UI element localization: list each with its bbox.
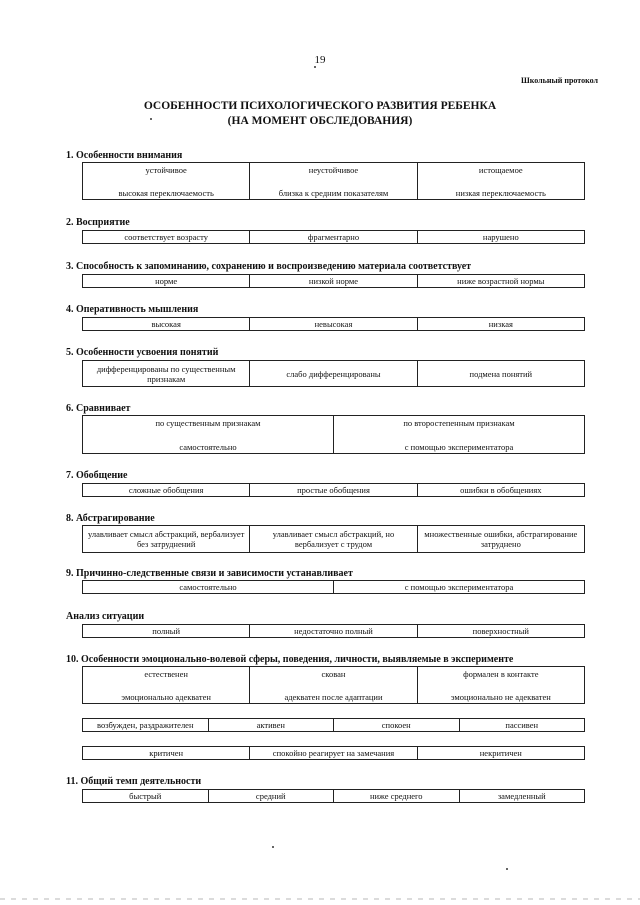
concepts-option[interactable]: дифференцированы по существенным признакам	[96, 363, 236, 384]
emotional-option: эмоционально не адекватен	[450, 692, 551, 702]
tempo-option[interactable]: быстрый	[129, 791, 162, 801]
section-memory-heading: 3. Способность к запоминанию, сохранению и воспроизведению материала соответствует	[66, 261, 472, 272]
emotional-cell[interactable]	[83, 667, 249, 703]
emotional-option: естественен	[144, 669, 188, 679]
attention-option: неустойчивое	[308, 165, 359, 175]
scan-speck	[150, 118, 152, 120]
attention-table	[82, 162, 585, 200]
causal-option[interactable]: с помощью экспериментатора	[333, 581, 584, 593]
activity-table	[82, 718, 585, 732]
section-abstraction-heading: 8. Абстрагирование	[66, 513, 155, 524]
page-number: 19	[314, 54, 326, 66]
concepts-option[interactable]: подмена понятий	[417, 361, 584, 386]
situation-table	[82, 624, 585, 638]
compares-cell[interactable]	[83, 416, 333, 453]
attention-cell[interactable]	[83, 163, 249, 199]
generalization-option[interactable]: сложные обобщения	[128, 485, 204, 495]
thinking-option[interactable]: невысокая	[249, 318, 416, 330]
emotional-table	[82, 666, 585, 704]
thinking-option[interactable]: низкая	[417, 318, 584, 330]
section-generalization-heading: 7. Обобщение	[66, 470, 128, 481]
emotional-option: эмоционально адекватен	[121, 692, 211, 702]
tempo-option[interactable]: средний	[208, 790, 334, 802]
title-line-2: (НА МОМЕНТ ОБСЛЕДОВАНИЯ)	[227, 115, 413, 127]
causal-table	[82, 580, 585, 594]
emotional-option: скован	[321, 669, 346, 679]
criticism-option[interactable]: спокойно реагирует на замечания	[249, 747, 416, 759]
thinking-option[interactable]: высокая	[151, 319, 181, 329]
page-title	[0, 99, 640, 129]
tempo-option[interactable]: ниже среднего	[333, 790, 459, 802]
situation-option[interactable]: поверхностный	[417, 625, 584, 637]
section-attention-heading: 1. Особенности внимания	[66, 150, 183, 161]
attention-cell[interactable]	[417, 163, 584, 199]
emotional-option: формален в контакте	[463, 669, 539, 679]
attention-option: низкая переключаемость	[455, 188, 546, 198]
abstraction-option[interactable]: улавливает смысл абстракций, вербализует без затруднений	[87, 529, 245, 549]
tempo-option[interactable]: замедленный	[459, 790, 585, 802]
criticism-table	[82, 746, 585, 760]
criticism-option[interactable]: некритичен	[417, 747, 584, 759]
activity-option[interactable]: возбужден, раздражителен	[96, 720, 194, 730]
scan-speck	[272, 846, 274, 848]
emotional-option: адекватен после адаптации	[284, 692, 383, 702]
generalization-option[interactable]: ошибки в обобщениях	[417, 484, 584, 496]
section-thinking-heading: 4. Оперативность мышления	[66, 304, 199, 315]
section-causal-heading: 9. Причинно-следственные связи и зависимости устанавливает	[66, 568, 353, 579]
memory-table	[82, 274, 585, 288]
section-tempo-heading: 11. Общий темп деятельности	[66, 776, 202, 787]
protocol-label: Школьный протокол	[520, 76, 598, 85]
scan-speck	[314, 66, 316, 68]
section-situation-heading: Анализ ситуации	[66, 611, 145, 622]
concepts-table	[82, 360, 585, 387]
abstraction-option[interactable]: множественные ошибки, абстрагирование затруднено	[417, 526, 584, 552]
compares-cell[interactable]	[333, 416, 584, 453]
memory-option[interactable]: норме	[155, 276, 178, 286]
causal-option[interactable]: самостоятельно	[179, 582, 237, 592]
section-perception-heading: 2. Восприятие	[66, 217, 130, 228]
activity-option[interactable]: пассивен	[459, 719, 585, 731]
perception-option[interactable]: фрагментарно	[249, 231, 416, 243]
perception-option[interactable]: нарушено	[417, 231, 584, 243]
compares-option: по существенным признакам	[155, 418, 261, 428]
section-concepts-heading: 5. Особенности усвоения понятий	[66, 347, 219, 358]
thinking-table	[82, 317, 585, 331]
title-line-1: ОСОБЕННОСТИ ПСИХОЛОГИЧЕСКОГО РАЗВИТИЯ РЕБЕНКА	[143, 100, 497, 112]
emotional-cell[interactable]	[249, 667, 416, 703]
compares-option: самостоятельно	[179, 442, 237, 452]
attention-option: близка к средним показателям	[278, 188, 389, 198]
perception-table	[82, 230, 585, 244]
situation-option[interactable]: полный	[152, 626, 181, 636]
generalization-table	[82, 483, 585, 497]
abstraction-option[interactable]: улавливает смысл абстракций, но вербализует с трудом	[249, 526, 416, 552]
activity-option[interactable]: спокоен	[333, 719, 459, 731]
generalization-option[interactable]: простые обобщения	[249, 484, 416, 496]
tempo-table	[82, 789, 585, 803]
perception-option[interactable]: соответствует возрасту	[124, 232, 208, 242]
attention-option: высокая переключаемость	[118, 188, 214, 198]
scan-edge-noise	[0, 898, 640, 900]
emotional-cell[interactable]	[417, 667, 584, 703]
memory-option[interactable]: ниже возрастной нормы	[417, 275, 584, 287]
attention-cell[interactable]	[249, 163, 416, 199]
concepts-option[interactable]: слабо дифференцированы	[249, 361, 416, 386]
scan-speck	[506, 868, 508, 870]
compares-option: по второстепенным признакам	[403, 418, 515, 428]
situation-option[interactable]: недостаточно полный	[249, 625, 416, 637]
compares-option: с помощью экспериментатора	[404, 442, 514, 452]
attention-option: устойчивое	[145, 165, 187, 175]
section-emotional-heading: 10. Особенности эмоционально-волевой сферы, поведения, личности, выявляемые в эксперименте	[66, 654, 514, 665]
criticism-option[interactable]: критичен	[149, 748, 184, 758]
memory-option[interactable]: низкой норме	[249, 275, 416, 287]
section-compares-heading: 6. Сравнивает	[66, 403, 131, 414]
compares-table	[82, 415, 585, 454]
attention-option: истощаемое	[478, 165, 523, 175]
abstraction-table	[82, 525, 585, 553]
activity-option[interactable]: активен	[208, 719, 334, 731]
